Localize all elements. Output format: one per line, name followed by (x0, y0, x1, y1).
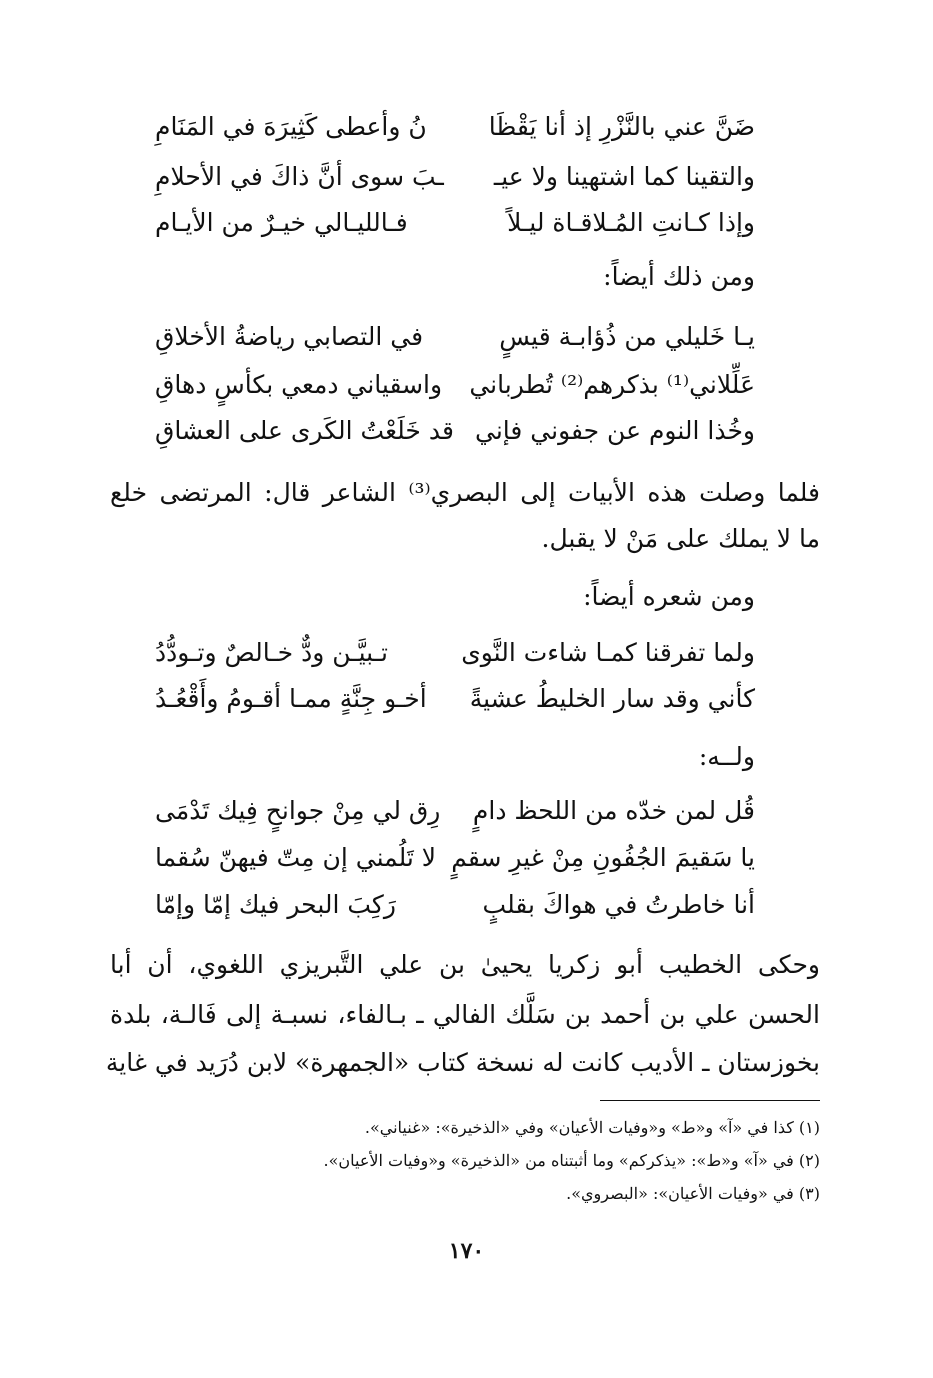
paragraph2-line-3: بخوزستان ـ الأديب كانت له نسخة كتاب «الجمهرة» لابن دُرَيد في غاية (105, 1048, 820, 1077)
footnote-1: (١) كذا في «آ» و«ط» و«وفيات الأعيان» وفي «الذخيرة»: «غنياني». (364, 1118, 820, 1137)
poem4-verse-3 (155, 890, 755, 919)
hemistich-second: لا تَلُمني إن مِتّ فيهنّ سُقما (155, 843, 437, 872)
hemistich-second: قد خَلَعْتُ الكَرى على العشاقِ (155, 416, 454, 445)
hemistich-second: واسقياني دمعي بكأسٍ دهاقِ (155, 370, 443, 399)
hemistich-first: أنا خاطرتُ في هواكَ بقلبٍ (482, 890, 755, 919)
intro-line-2: ومن ذلك أيضاً: (603, 262, 755, 291)
intro-line-3: ومن شعره أيضاً: (583, 582, 755, 611)
poem3-verse-2 (155, 684, 755, 713)
poem3-verse-1 (155, 638, 755, 667)
hemistich-first: والتقينا كما اشتهينا ولا عيـ (493, 162, 755, 191)
paragraph1-line-2: ما لا يملك على مَنْ لا يقبل. (541, 524, 820, 553)
hemistich-first: ضَنَّ عني بالنَّزْرِ إذ أنا يَقْظَا (488, 112, 755, 141)
poem1-verse-1 (155, 112, 755, 141)
hemistich-second: في التصابي رياضةُ الأخلاقِ (155, 322, 424, 351)
page-number: ١٧٠ (448, 1238, 485, 1264)
hemistich-first: وخُذا النوم عن جفوني فإني (474, 416, 755, 445)
poem1-verse-2 (155, 162, 755, 191)
poem1-verse-3 (155, 208, 755, 237)
hemistich-second: فـالليـالي خيـرٌ من الأيـام (155, 208, 408, 237)
hemistich-second: تـبيَّـن ودٌّ خـالصٌ وتـودُّدُ (155, 638, 388, 667)
poem4-verse-1 (155, 796, 755, 825)
hemistich-first: يـا خَليلي من ذُؤابـة قيسٍ (499, 322, 755, 351)
hemistich-first: وإذا كـانتِ المُـلاقـاة ليـلاً (507, 208, 755, 237)
footnote-3: (٣) في «وفيات الأعيان»: «البصروي». (566, 1184, 820, 1203)
hemistich-second: نُ وأعطى كَثِيرَهَ في المَنَامِ (155, 112, 427, 141)
hemistich-first: قُل لمن خدّه من اللحظ دامٍ (472, 796, 755, 825)
paragraph1-line-1: فلما وصلت هذه الأبيات إلى البصري⁽³⁾ الشاعر قال: المرتضى خلع (110, 478, 821, 507)
hemistich-second: رَكِبَ البحر فيك إمّا وإمّا (155, 890, 396, 919)
hemistich-first: عَلِّلاني⁽¹⁾ بذكرهم⁽²⁾ تُطرباني (469, 370, 755, 399)
paragraph2-line-1: وحكى الخطيب أبو زكريا يحيىٰ بن علي التَّبريزي اللغوي، أن أبا (110, 950, 820, 979)
footnote-separator (600, 1100, 820, 1101)
hemistich-first: كأني وقد سار الخليطُ عشيةً (469, 684, 755, 713)
poem2-verse-2 (155, 370, 755, 399)
poem4-verse-2 (155, 843, 755, 872)
poem2-verse-3 (155, 416, 755, 445)
paragraph2-line-2: الحسن علي بن أحمد بن سَلَّك الفالي ـ بـالفاء، نسبـة إلى فَالـة، بلدة (110, 1000, 820, 1029)
hemistich-first: يا سَقيمَ الجُفُونِ مِنْ غيرِ سقمٍ (451, 843, 755, 872)
hemistich-second: رِق لي مِنْ جوانحٍ فِيك تَدْمَى (155, 796, 441, 825)
hemistich-second: ـبَ سوى أنَّ ذاكَ في الأحلامِ (155, 162, 444, 191)
poem2-verse-1 (155, 322, 755, 351)
intro-line-4: ولــه: (698, 742, 755, 771)
hemistich-first: ولما تفرقنا كمـا شاءت النَّوى (461, 638, 755, 667)
hemistich-second: أخـو جِنَّةٍ ممـا أقـومُ وأَقْعُـدُ (155, 684, 427, 713)
footnote-2: (٢) في «آ» و«ط»: «يذكركم» وما أثبتناه من «الذخيرة» و«وفيات الأعيان». (323, 1151, 820, 1170)
